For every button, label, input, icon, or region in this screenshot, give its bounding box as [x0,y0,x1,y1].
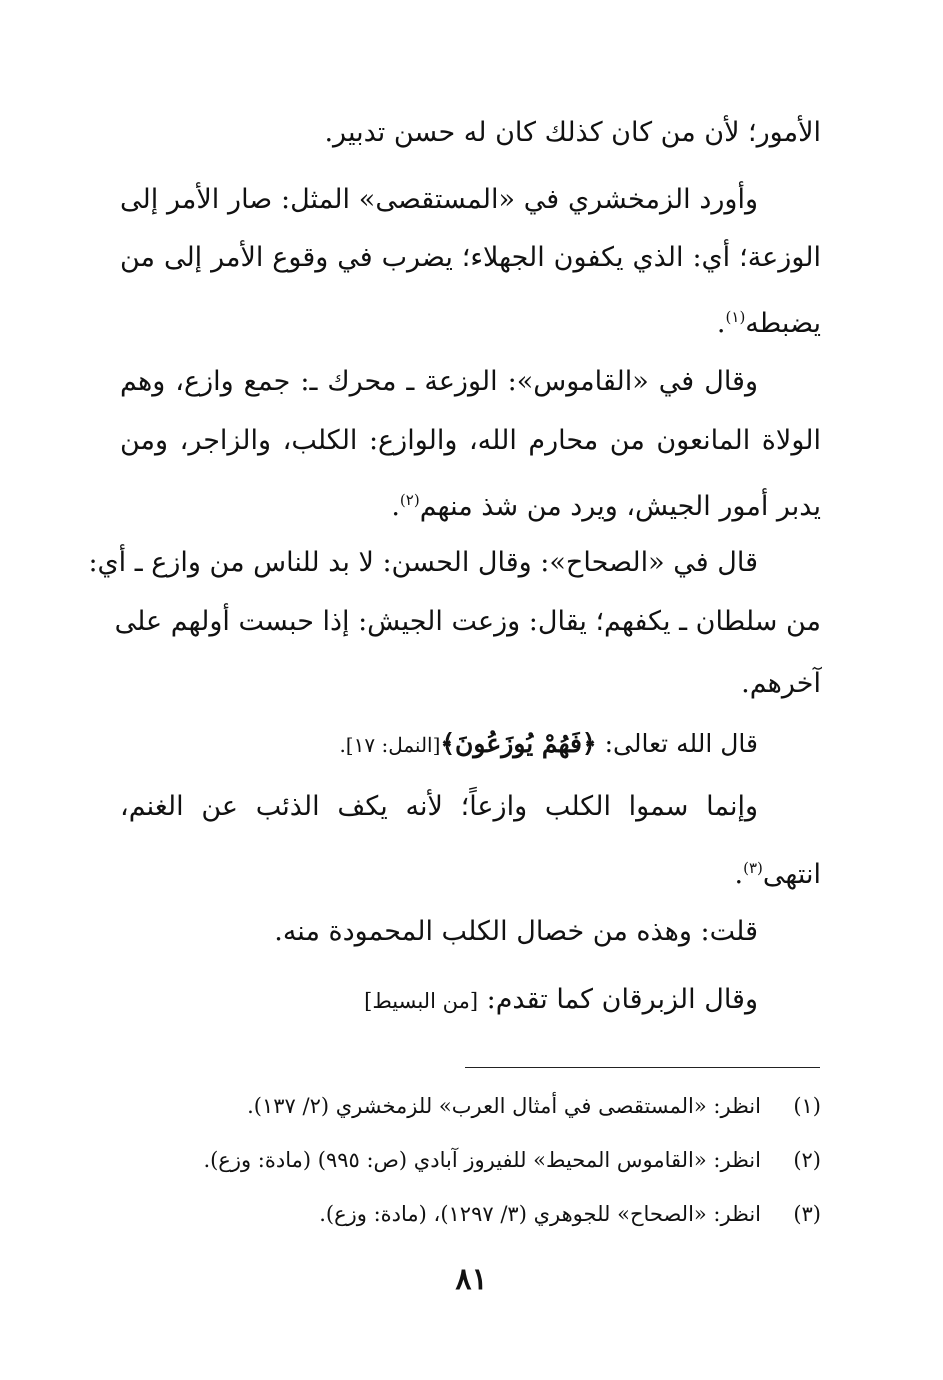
body-line-12 [735,848,822,895]
body-line-14 [364,980,758,1021]
quran-verse-line [339,724,758,765]
quran-verse: ﴿فَهُمْ يُوزَعُونَ﴾ [440,729,597,758]
footnote-separator [465,1067,820,1068]
body-line-9: من سلطان ـ يكفهم؛ يقال: وزعت الجيش: إذا حبست أولهم على [114,606,821,637]
line-end: . [391,491,400,522]
line-end: . [734,859,744,890]
footnote-number: (٢) [793,1148,821,1172]
footnote-1 [247,1090,821,1122]
verse-intro: قال الله تعالى: [604,729,758,758]
line-text: وقال الزبرقان كما تقدم: [486,984,758,1015]
body-line-2: وأورد الزمخشري في «المستقصى» المثل: صار الأمر إلى [120,184,758,215]
body-line-10: آخرهم. [741,668,821,699]
line-text: يضبطه [745,308,821,339]
footnote-ref-1: (١) [725,308,746,326]
body-line-13: قلت: وهذه من خصال الكلب المحمودة منه. [274,916,758,947]
footnote-text: انظر: «القاموس المحيط» للفيروز آبادي (ص: ٩٩٥) (مادة: وزع). [203,1148,761,1172]
footnote-number: (١) [793,1094,821,1118]
body-line-11: وإنما سموا الكلب وازعاً؛ لأنه يكف الذئب عن الغنم، [120,791,758,822]
body-line-3: الوزعة؛ أي: الذي يكفون الجهلاء؛ يضرب في وقوع الأمر إلى من [120,242,821,273]
footnote-ref-2: (٢) [399,491,420,509]
footnote-text: انظر: «المستقصى في أمثال العرب» للزمخشري (٢/ ١٣٧). [247,1094,761,1118]
verse-citation: [النمل: ١٧]. [339,733,441,757]
line-text: يدبر أمور الجيش، ويرد من شذ منهم [419,491,821,522]
body-line-4 [717,297,821,344]
poetic-meter-label: [من البسيط] [364,989,479,1013]
footnote-ref-3: (٣) [743,859,763,877]
footnote-number: (٣) [793,1202,821,1226]
body-line-7 [391,480,821,527]
page-number: ٨١ [455,1262,488,1297]
body-line-8: قال في «الصحاح»: وقال الحسن: لا بد للناس من وازع ـ أي: [88,547,758,578]
body-line-1: الأمور؛ لأن من كان كذلك كان له حسن تدبير. [324,117,821,148]
footnote-2 [203,1144,821,1176]
body-line-6: الولاة المانعون من محارم الله، والوازع: الكلب، والزاجر، ومن [120,425,821,456]
body-line-5: وقال في «القاموس»: الوزعة ـ محرك ـ: جمع وازع، وهم [120,366,758,397]
line-text: انتهى [762,859,821,890]
footnote-text: انظر: «الصحاح» للجوهري (٣/ ١٢٩٧)، (مادة: وزع). [319,1202,761,1226]
line-end: . [716,308,726,339]
footnote-3 [319,1198,821,1230]
